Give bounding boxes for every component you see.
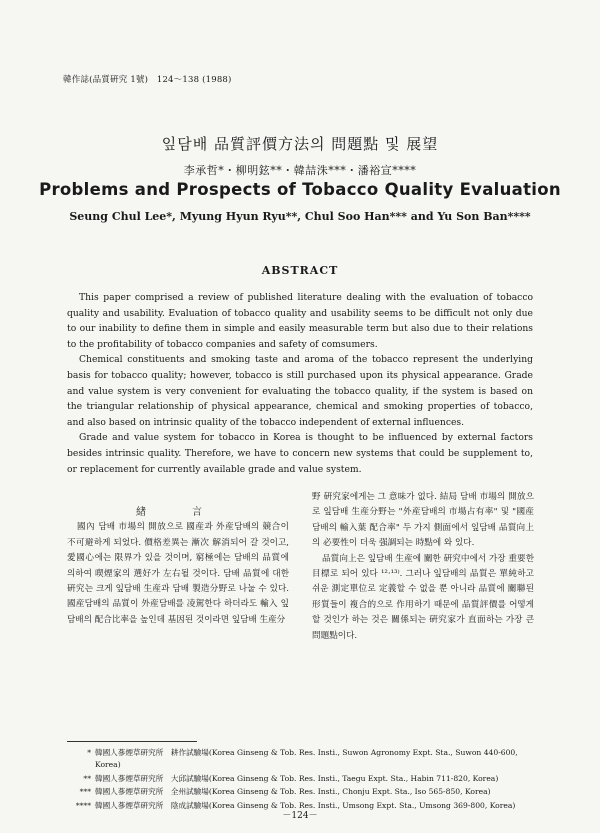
title-korean: 잎담배 品質評價方法의 問題點 및 展望 [161,135,439,153]
intro-left-column [67,505,289,628]
footnote-mark: **** [75,800,91,810]
footnote-text: 韓國人蔘煙草硏究所 全州試驗場(Korea Ginseng & Tob. Res. Insti., Chonju Expt. Sta., Iso 565-850, Korea) [95,787,491,797]
journal-reference: 韓作誌(品質硏究 1號) 124～138 (1988) [63,75,232,85]
abstract-paragraph-1: This paper comprised a review of published literature dealing with the evaluation of tobacco quality and usability. Evaluation of tobacco quality and usability seems to be difficult not only due to our inability to define them in simple and easily measurable term but also due to their relations to the profitability of tobacco companies and safety of comsumers. [67,292,533,350]
footnote-mark: ** [83,773,91,783]
abstract-paragraph-2: Chemical constituents and smoking taste and aroma of the tobacco represent the underlying basis for tobacco quality; however, tobacco is still purchased upon its physical appearance. Grade and value system is very convenient for evaluating the tobacco quality, if the system is based on the triangular relationship of physical appearance, chemical and smoking properties of tobacco, and also based on intrinsic quality of the tobacco independent of external influences. [67,354,533,428]
footnotes [67,747,533,813]
authors-korean: 李承哲*・柳明鉉**・韓喆洙***・潘裕宣**** [183,164,417,177]
intro-right-column [312,490,534,644]
footnote-divider [67,741,197,742]
intro-left-paragraph: 國內 담배 市場의 開放으로 國産과 外産담배의 競合이 不可避하게 되었다. 價格差異는 漸次 解消되어 갈 것이고, 愛國心에는 限界가 있을 것이며, 窮極에는 담배의 品質에 의하여 喫煙家의 選好가 左右될 것이다. 담배 品質에 대한 硏究는 크게 잎담배 生産과 담배 製造分野로 나눌 수 있다. 國産담배의 品質이 外産담배를 凌駕한다 하더라도 輸入 잎담배의 配合比率을 높인데 基因된 것이라면 잎담배 生産分 [67,522,289,625]
intro-right-paragraph-2: 品質向上은 잎담배 生産에 關한 硏究中에서 가장 重要한 目標로 되어 있다 ¹²·¹³⁾. 그러나 잎담배의 品質은 單純하고 쉬운 測定單位로 定義할 수 없을 뿐 아니라 品質에 關聯된 形質들이 複合的으로 作用하기 때문에 品質評價를 어떻게 할 것인가 하는 것은 關係되는 硏究家가 直面하는 가장 큰 問題點이다. [312,553,534,641]
authors-english: Seung Chul Lee*, Myung Hyun Ryu**, Chul Soo Han*** and Yu Son Ban**** [69,210,531,223]
footnote-2 [67,773,533,785]
intro-right-paragraph-1: 野 硏究家에게는 그 意味가 없다. 結局 담배 市場의 開放으로 잎담배 生産分野는 "外産담배의 市場占有率" 및 "國産담배의 輸入葉 配合率" 두 가지 側面에서 잎담배 品質向上의 必要性이 더욱 强調되는 時點에 와 있다. [312,492,534,549]
intro-heading: 緖 言 [136,507,220,518]
footnote-text: 韓國人蔘煙草硏究所 耕作試驗場(Korea Ginseng & Tob. Res. Insti., Suwon Agronomy Expt. Sta., Suwon 440-600, Korea) [95,748,518,770]
footnote-3 [67,786,533,798]
footnote-mark: * [87,748,91,757]
footnote-mark: *** [79,787,91,797]
footnote-text: 韓國人蔘煙草硏究所 大邱試驗場(Korea Ginseng & Tob. Res. Insti., Taegu Expt. Sta., Habin 711-820, Korea) [95,773,499,783]
footnote-1 [67,747,533,772]
page-number: －124－ [282,811,318,821]
abstract-heading: ABSTRACT [261,264,339,277]
abstract-paragraph-3: Grade and value system for tobacco in Korea is thought to be influenced by external factors besides intrinsic quality. Therefore, we have to concern new systems that could be supplement to, or replacement for currently available grade and value system. [67,432,533,475]
abstract-body [67,290,533,477]
footnote-text: 韓國人蔘煙草硏究所 陰成試驗場(Korea Ginseng & Tob. Res. Insti., Umsong Expt. Sta., Umsong 369-800, Korea) [95,800,516,810]
title-english: Problems and Prospects of Tobacco Quality Evaluation [39,180,561,199]
